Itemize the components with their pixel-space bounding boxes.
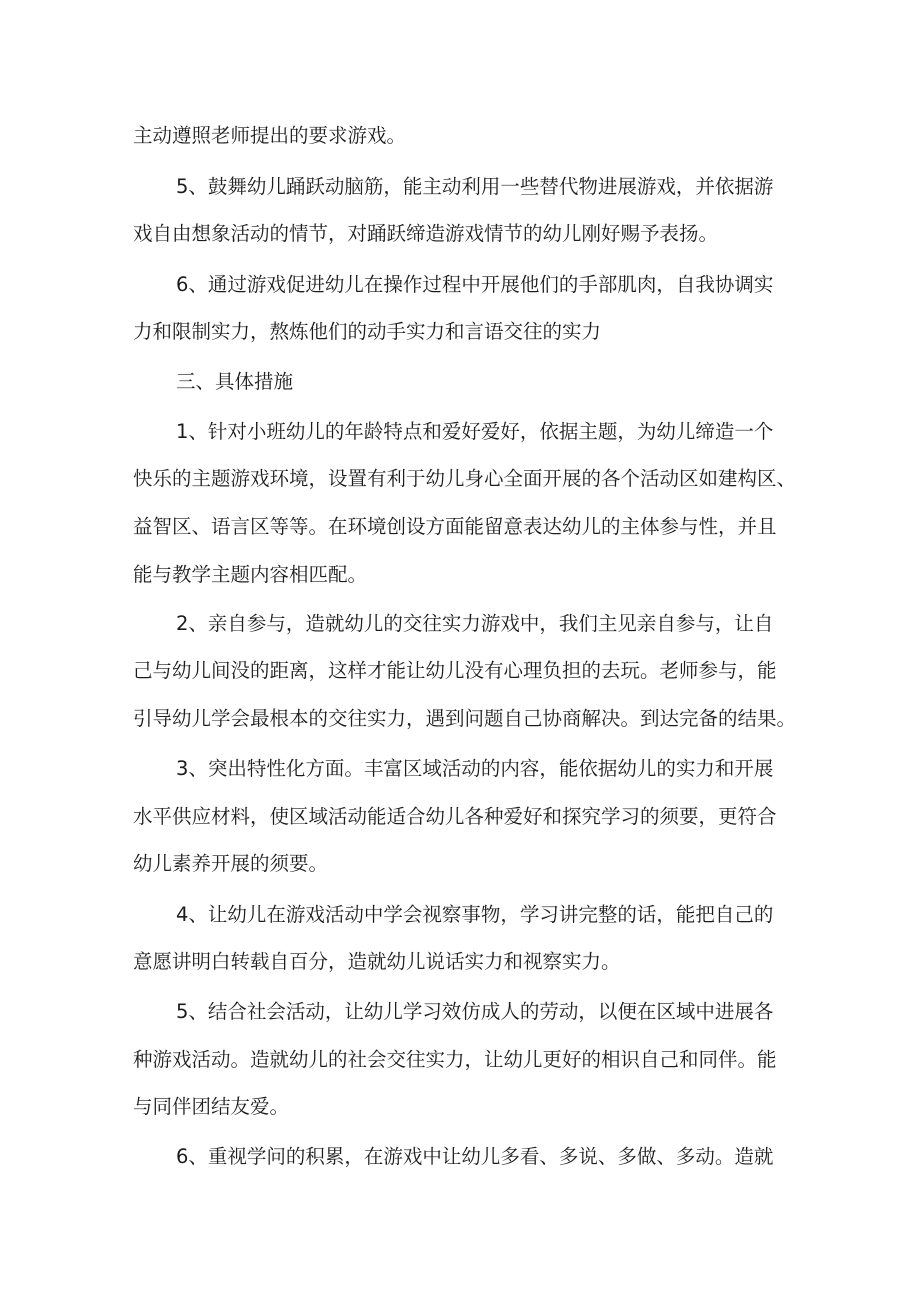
paragraph-line: 5、结合社会活动，让幼儿学习效仿成人的劳动，以便在区域中进展各 (176, 1000, 774, 1023)
paragraph-line: 3、突出特性化方面。丰富区域活动的内容，能依据幼儿的实力和开展 (176, 757, 774, 780)
paragraph-line: 水平供应材料，使区域活动能适合幼儿各种爱好和探究学习的须要，更符合 (133, 805, 777, 828)
paragraph-line: 幼儿素养开展的须要。 (133, 852, 329, 875)
paragraph-line: 引导幼儿学会最根本的交往实力，遇到问题自己协商解决。到达完备的结果。 (133, 707, 797, 730)
paragraph-line: 己与幼儿间没的距离，这样才能让幼儿没有心理负担的去玩。老师参与，能 (133, 659, 777, 682)
paragraph-line: 6、重视学问的积累，在游戏中让幼儿多看、多说、多做、多动。造就 (176, 1145, 774, 1168)
paragraph-line: 能与教学主题内容相匹配。 (133, 563, 368, 586)
paragraph-line: 与同伴团结友爱。 (133, 1095, 290, 1118)
paragraph-line: 4、让幼儿在游戏活动中学会视察事物，学习讲完整的话，能把自己的 (176, 903, 774, 926)
paragraph-line: 意愿讲明白转载自百分，造就幼儿说话实力和视察实力。 (133, 950, 621, 973)
paragraph-line: 1、针对小班幼儿的年龄特点和爱好爱好，依据主题，为幼儿缔造一个 (176, 420, 774, 443)
paragraph-line: 2、亲自参与，造就幼儿的交往实力游戏中，我们主见亲自参与，让自 (176, 612, 774, 635)
paragraph-line: 快乐的主题游戏环境，设置有利于幼儿身心全面开展的各个活动区如建构区、 (133, 467, 797, 490)
paragraph-line: 益智区、语言区等等。在环境创设方面能留意表达幼儿的主体参与性，并且 (133, 515, 777, 538)
paragraph-line: 戏自由想象活动的情节，对踊跃缔造游戏情节的幼儿刚好赐予表扬。 (133, 222, 719, 245)
section-heading: 三、具体措施 (176, 370, 294, 393)
paragraph-line: 种游戏活动。造就幼儿的社会交往实力，让幼儿更好的相识自己和同伴。能 (133, 1048, 777, 1071)
paragraph-line: 主动遵照老师提出的要求游戏。 (133, 124, 407, 147)
paragraph-line: 5、鼓舞幼儿踊跃动脑筋，能主动利用一些替代物进展游戏，并依据游 (176, 175, 774, 198)
paragraph-line: 力和限制实力，熬炼他们的动手实力和言语交往的实力 (133, 320, 602, 343)
paragraph-line: 6、通过游戏促进幼儿在操作过程中开展他们的手部肌肉，自我协调实 (176, 273, 774, 296)
